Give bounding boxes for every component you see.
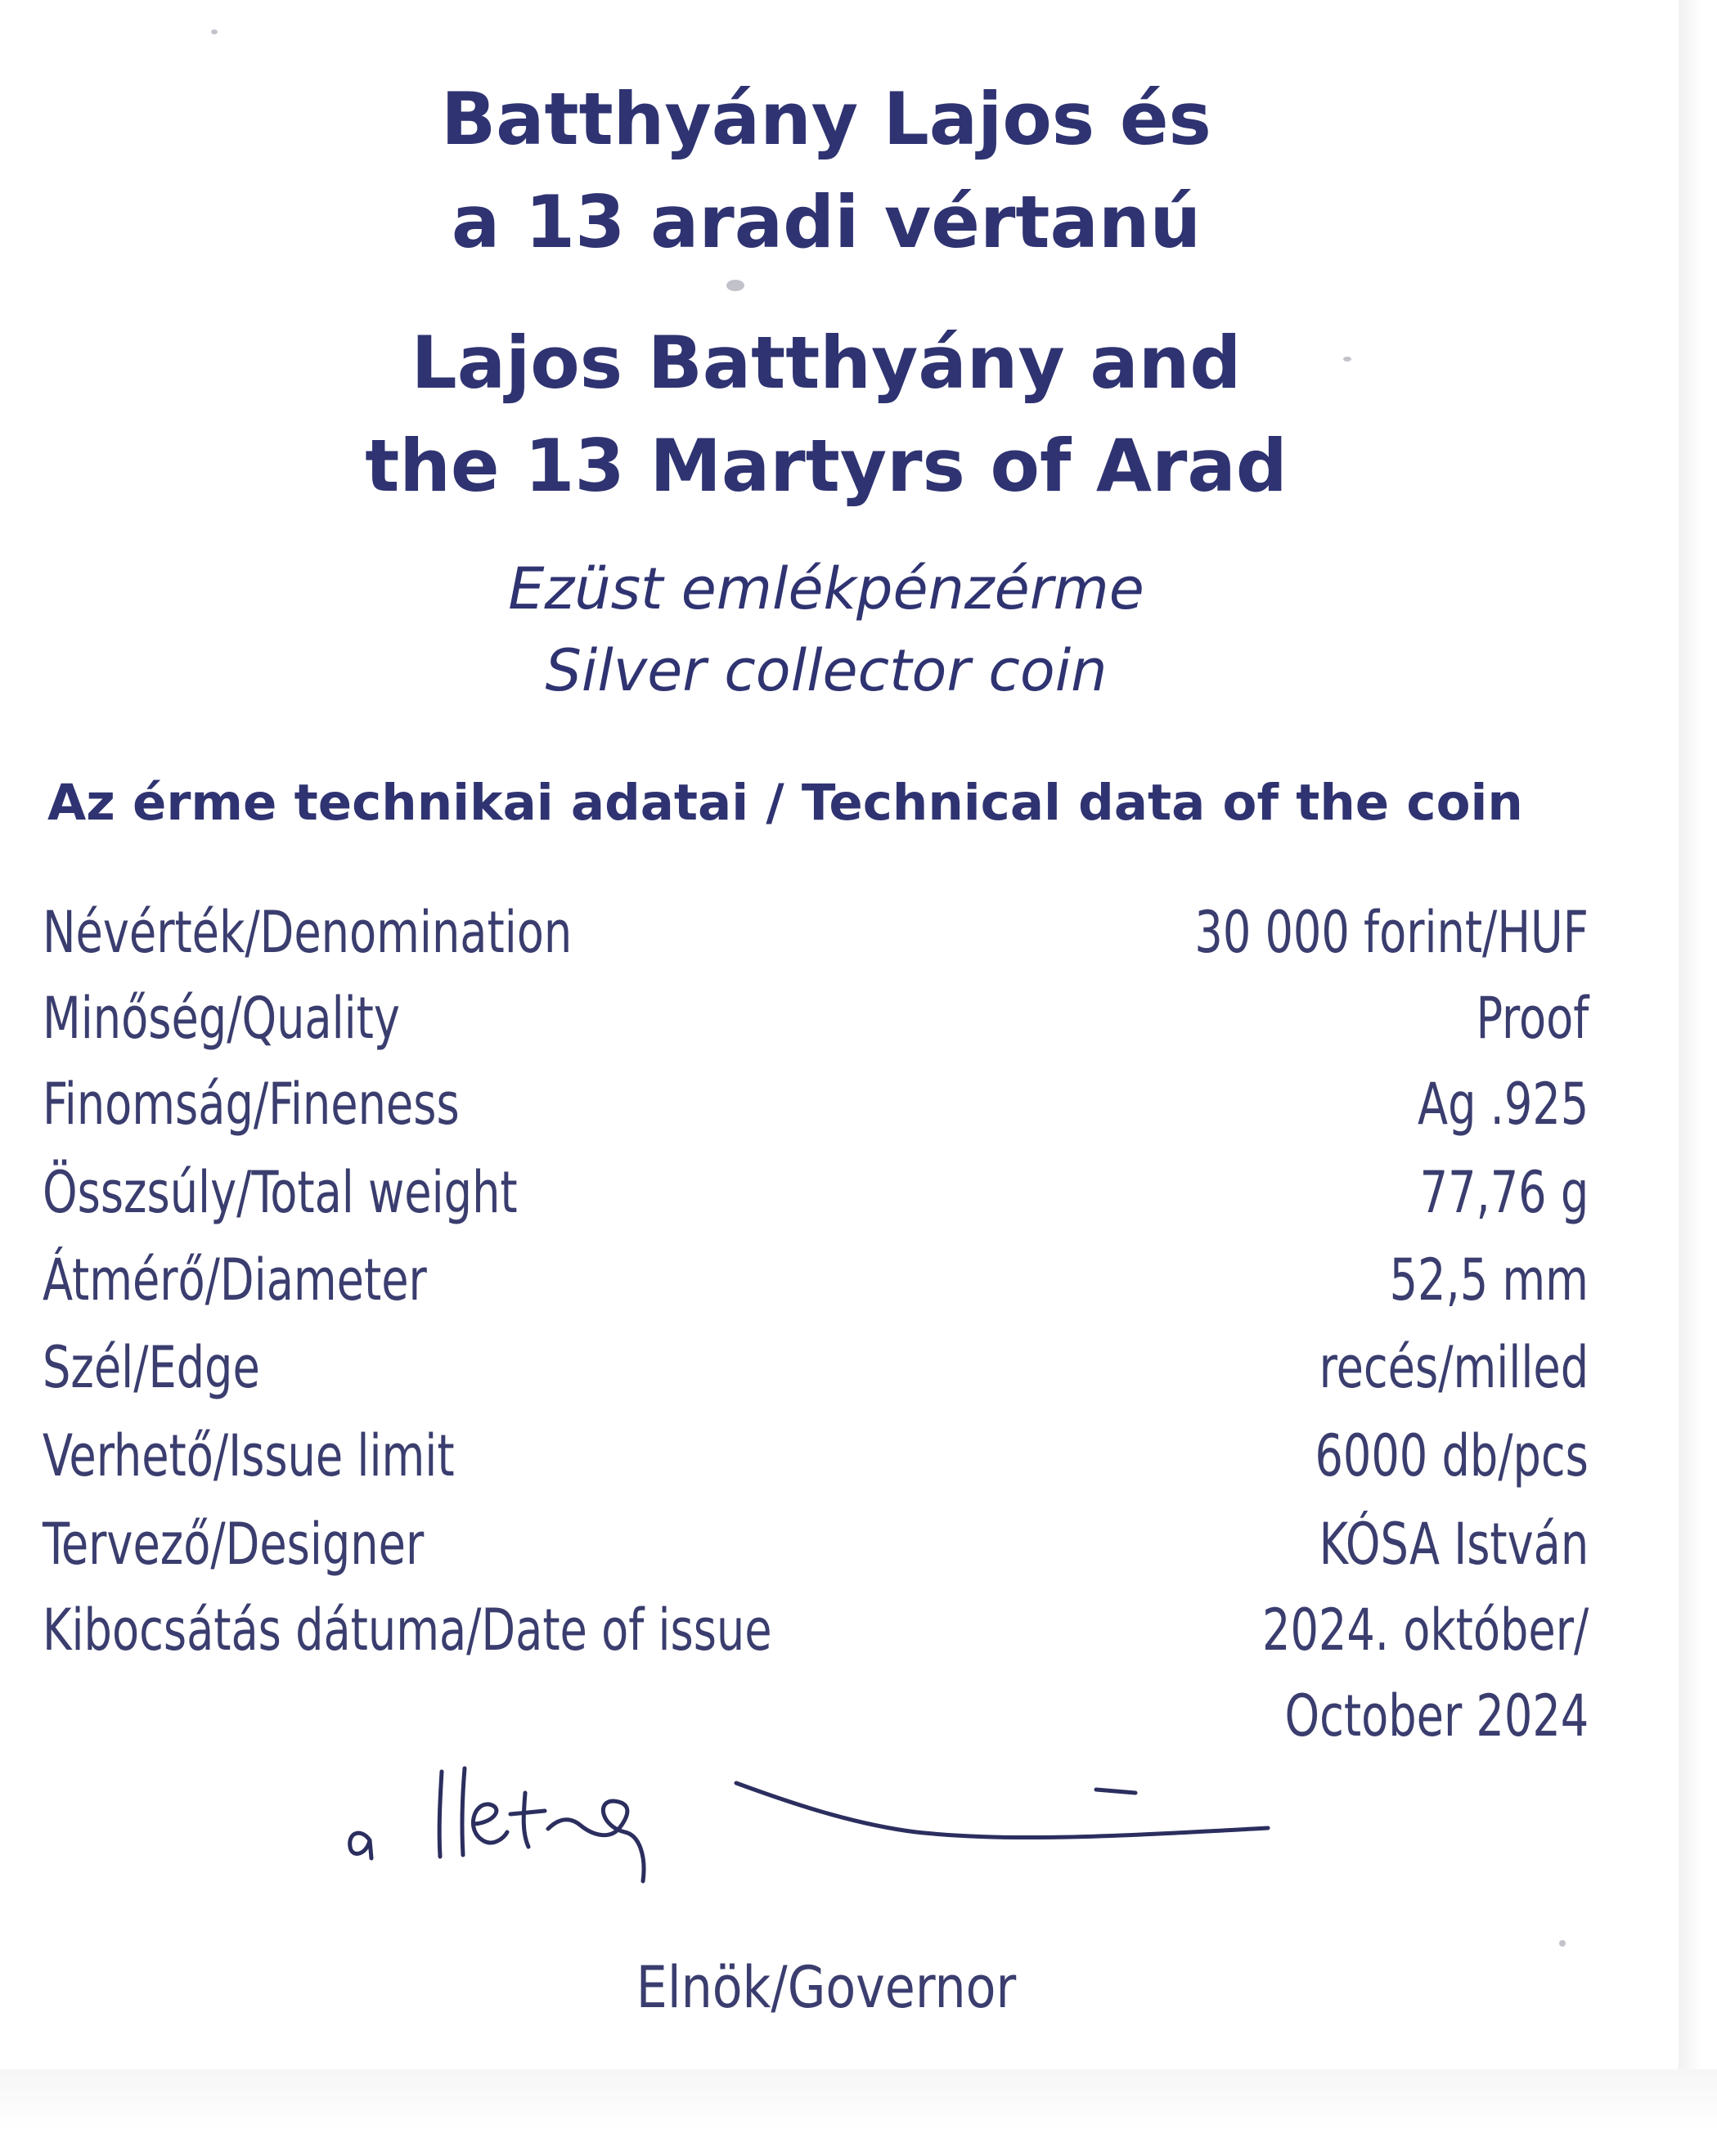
spec-label: Névérték/Denomination xyxy=(43,899,573,966)
spec-value: 2024. október/ xyxy=(1261,1597,1589,1664)
spec-value: KÓSA István xyxy=(1319,1511,1589,1578)
spec-value: 77,76 g xyxy=(1419,1159,1589,1226)
spec-label: Verhető/Issue limit xyxy=(43,1422,455,1489)
spec-row-total-weight xyxy=(43,1152,1589,1233)
spec-row-designer xyxy=(43,1503,1589,1585)
spec-label: Minőség/Quality xyxy=(43,985,400,1052)
card-bottom-shadow xyxy=(0,2069,1717,2156)
spec-row-issue-limit xyxy=(43,1415,1589,1497)
spec-value-line-2: October 2024 xyxy=(1284,1682,1589,1750)
spec-row-date-of-issue xyxy=(43,1589,1589,1750)
card-edge-shadow xyxy=(1679,0,1717,2156)
technical-data-heading: Az érme technikai adatai / Technical data of the coin xyxy=(47,774,1523,832)
title-hungarian-line-2: a 13 aradi vértanú xyxy=(451,180,1202,264)
spec-row-fineness xyxy=(43,1063,1589,1145)
scan-speck xyxy=(211,29,218,34)
scan-speck xyxy=(1559,1940,1566,1947)
spec-value: 30 000 forint/HUF xyxy=(1194,899,1589,966)
governor-title xyxy=(0,1947,1652,2028)
title-english-line-2: the 13 Martyrs of Arad xyxy=(365,424,1288,508)
scan-speck xyxy=(1343,357,1351,362)
spec-value: 52,5 mm xyxy=(1389,1246,1589,1314)
spec-label: Szél/Edge xyxy=(43,1334,260,1401)
governor-title-text: Elnök/Governor xyxy=(636,1954,1017,2021)
title-hungarian-line-1: Batthyány Lajos és xyxy=(441,77,1211,161)
spec-row-quality xyxy=(43,977,1589,1059)
spec-label: Átmérő/Diameter xyxy=(43,1246,427,1314)
spec-value: Proof xyxy=(1476,985,1589,1052)
title-english-line-1: Lajos Batthyány and xyxy=(411,321,1242,405)
spec-label: Összsúly/Total weight xyxy=(43,1159,518,1226)
spec-row-denomination xyxy=(43,892,1589,973)
spec-label: Kibocsátás dátuma/Date of issue xyxy=(43,1597,772,1664)
spec-label: Tervező/Designer xyxy=(43,1511,425,1578)
scan-speck xyxy=(726,280,744,291)
subtitle-hungarian: Ezüst emlékpénzérme xyxy=(508,555,1144,622)
spec-row-edge xyxy=(43,1327,1589,1408)
spec-label: Finomság/Fineness xyxy=(43,1071,460,1138)
governor-signature xyxy=(344,1750,1292,1914)
spec-value: Ag .925 xyxy=(1417,1071,1589,1138)
spec-value: recés/milled xyxy=(1319,1334,1589,1401)
spec-value: 6000 db/pcs xyxy=(1315,1422,1589,1489)
subtitle-english: Silver collector coin xyxy=(545,637,1108,704)
spec-row-diameter xyxy=(43,1239,1589,1321)
